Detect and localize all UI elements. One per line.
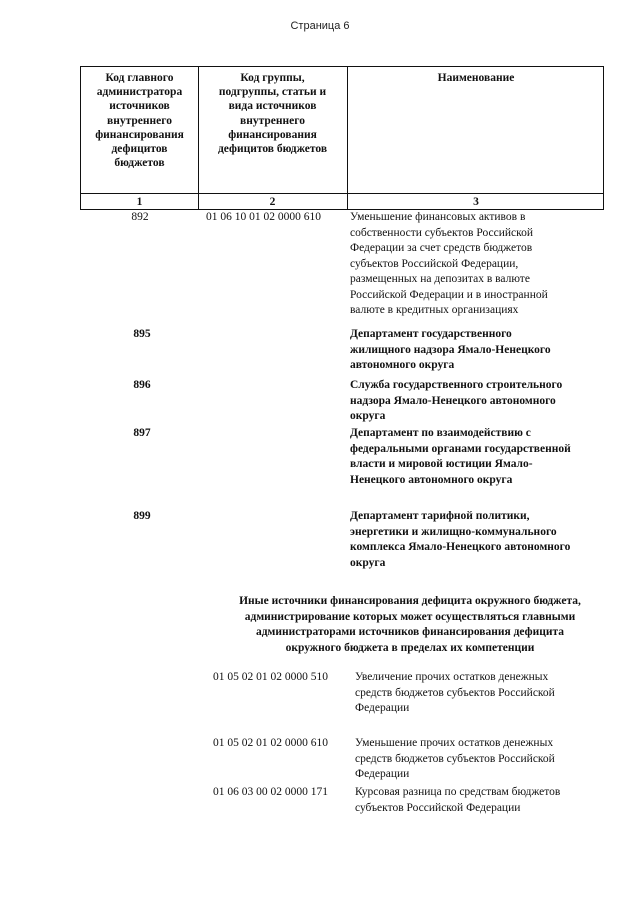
page-label: Страница 6 <box>290 20 350 32</box>
source-code: 01 06 03 00 02 0000 171 <box>213 786 328 798</box>
source-name: Уменьшение финансовых активов в собственности субъектов Российской Федерации за счет средств бюджетов субъектов Российской Федерации, размещенных на депозитах в валюте Российской Федерации и в иностранной валюте в кредитных организациях <box>350 211 548 316</box>
admin-code: 896 <box>133 379 151 391</box>
admin-name: Служба государственного строительного надзора Ямало-Ненецкого автономного округа <box>350 379 563 422</box>
header-num1: 1 <box>136 196 143 208</box>
header-num2: 2 <box>269 196 276 208</box>
admin-name: Департамент тарифной политики, энергетики и жилищно-коммунального комплекса Ямало-Ненецкого автономного округа <box>350 510 571 569</box>
source-code: 01 05 02 01 02 0000 610 <box>213 737 328 749</box>
section-title: Иные источники финансирования дефицита окружного бюджета, администрирование которых может осуществляться главными администраторами источников финансирования дефицита окружного бюджета в пределах их компетенции <box>239 595 581 654</box>
header-col3: Наименование <box>437 72 515 84</box>
admin-code: 895 <box>133 328 151 340</box>
admin-code: 899 <box>133 510 151 522</box>
header-divider <box>81 193 603 194</box>
source-name: Увеличение прочих остатков денежных средств бюджетов субъектов Российской Федерации <box>355 671 555 714</box>
admin-name: Департамент государственного жилищного надзора Ямало-Ненецкого автономного округа <box>350 328 551 371</box>
source-code: 01 05 02 01 02 0000 510 <box>213 671 328 683</box>
admin-code: 892 <box>131 211 149 223</box>
source-name: Уменьшение прочих остатков денежных средств бюджетов субъектов Российской Федерации <box>355 737 555 780</box>
column-divider <box>347 67 348 209</box>
admin-name: Департамент по взаимодействию с федеральными органами государственной власти и мировой юстиции Ямало- Ненецкого автономного округа <box>350 427 571 486</box>
header-num3: 3 <box>473 196 479 208</box>
header-col1: Код главного администратора источников внутреннего финансирования дефицитов бюджетов <box>95 72 184 170</box>
table-header <box>80 66 604 210</box>
header-col2: Код группы, подгруппы, статьи и вида источников внутреннего финансирования дефицитов бюджетов <box>217 72 328 156</box>
source-code: 01 06 10 01 02 0000 610 <box>206 211 321 223</box>
admin-code: 897 <box>133 427 151 439</box>
source-name: Курсовая разница по средствам бюджетов субъектов Российской Федерации <box>355 786 561 814</box>
